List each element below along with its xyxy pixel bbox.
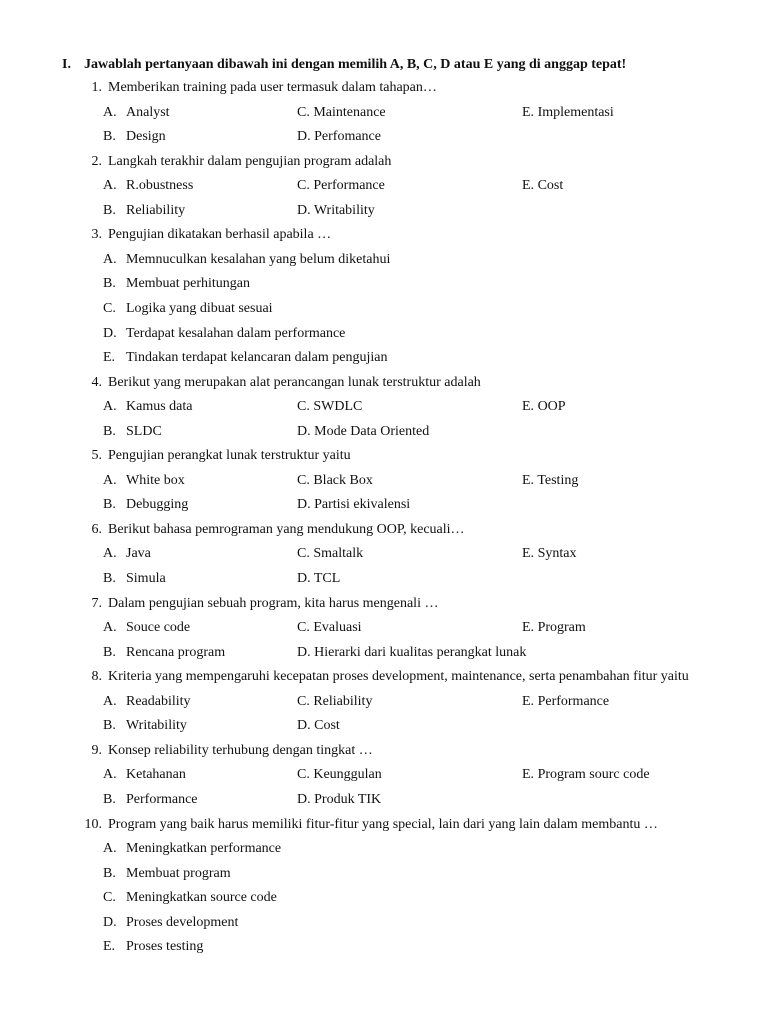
option-letter: B.	[103, 571, 116, 586]
option-letter: B.	[103, 497, 116, 513]
section-number: I.	[62, 57, 71, 72]
option-c	[297, 397, 362, 417]
option-d	[297, 569, 340, 589]
option-d	[297, 201, 375, 221]
option-text: Evaluasi	[313, 620, 362, 636]
option-text: Implementasi	[537, 104, 614, 120]
option-a	[103, 176, 193, 196]
option-text: TCL	[313, 571, 341, 586]
option-text: R.obustness	[126, 178, 194, 194]
option-letter: C.	[297, 620, 310, 636]
option-text: Readability	[126, 693, 191, 709]
option-letter: C.	[297, 178, 310, 194]
option-d	[297, 643, 526, 663]
option-text: Souce code	[126, 620, 191, 636]
option-b	[103, 864, 231, 884]
question-text: Kriteria yang mempengaruhi kecepatan proses development, maintenance, serta penambahan fitur yaitu	[108, 669, 689, 685]
option-e	[522, 765, 650, 785]
question-text: Konsep reliability terhubung dengan tingkat …	[108, 742, 373, 758]
option-letter: E.	[522, 620, 535, 636]
question-number: 1.	[91, 80, 102, 95]
question-text: Program yang baik harus memiliki fitur-fitur yang special, lain dari yang lain dalam membantu …	[108, 816, 658, 832]
option-d	[297, 716, 340, 736]
option-letter: E.	[522, 693, 535, 709]
option-text: Black Box	[313, 472, 373, 488]
option-text: Simula	[126, 571, 166, 586]
option-text: Reliability	[126, 202, 186, 218]
option-letter: A.	[103, 767, 117, 783]
option-letter: D.	[297, 497, 311, 513]
option-text: Reliability	[313, 693, 373, 709]
option-letter: B.	[103, 718, 116, 734]
question-text: Langkah terakhir dalam pengujian program adalah	[108, 153, 392, 169]
question-number: 5.	[91, 448, 102, 464]
option-text: Writability	[126, 718, 187, 734]
option-letter: C.	[297, 399, 310, 415]
option-text: White box	[126, 472, 185, 488]
option-letter: D.	[297, 129, 311, 145]
option-text: Tindakan terdapat kelancaran dalam pengujian	[126, 350, 388, 366]
option-text: Ketahanan	[126, 767, 186, 783]
option-a	[103, 103, 170, 123]
option-text: Syntax	[537, 546, 577, 562]
option-a	[103, 471, 185, 491]
option-text: Design	[126, 129, 166, 145]
option-text: OOP	[537, 399, 566, 415]
option-e	[522, 397, 566, 417]
option-text: Mode Data Oriented	[314, 423, 430, 439]
option-letter: A.	[103, 399, 117, 415]
option-d	[103, 324, 345, 344]
option-text: Program sourc code	[537, 767, 650, 783]
option-letter: B.	[103, 202, 116, 218]
option-text: Proses testing	[126, 939, 204, 955]
option-text: Smaltalk	[313, 546, 364, 562]
option-b	[103, 790, 198, 810]
question-text: Berikut bahasa pemrograman yang mendukung OOP, kecuali…	[108, 521, 465, 537]
question-number: 4.	[91, 374, 102, 390]
option-letter: A.	[103, 546, 117, 562]
option-letter: A.	[103, 841, 117, 857]
option-b	[103, 422, 162, 442]
option-letter: E.	[103, 939, 116, 955]
option-text: Program	[537, 620, 586, 636]
option-text: Rencana program	[126, 644, 226, 660]
option-e	[522, 471, 578, 491]
option-text: Performance	[126, 791, 198, 807]
option-a	[103, 839, 281, 859]
option-letter: B.	[103, 644, 116, 660]
question-number: 10.	[84, 816, 102, 832]
option-text: Keunggulan	[313, 767, 382, 783]
option-letter: A.	[103, 178, 117, 194]
section-heading	[62, 55, 626, 75]
option-text: Java	[126, 546, 151, 562]
section-instruction: Jawablah pertanyaan dibawah ini dengan memilih A, B, C, D atau E yang di anggap tepat!	[84, 57, 627, 72]
option-e	[522, 176, 563, 196]
option-text: Meningkatkan source code	[126, 890, 277, 906]
option-d	[297, 790, 381, 810]
option-letter: C.	[297, 767, 310, 783]
option-text: Analyst	[126, 104, 170, 120]
option-text: Debugging	[126, 497, 189, 513]
option-c	[297, 765, 382, 785]
option-text: Cost	[537, 178, 564, 194]
question-number: 3.	[91, 227, 102, 243]
option-c	[103, 888, 277, 908]
option-letter: E.	[522, 767, 535, 783]
option-letter: D.	[297, 202, 311, 218]
option-text: Membuat program	[126, 865, 231, 881]
option-e	[522, 103, 614, 123]
option-letter: B.	[103, 423, 116, 439]
option-letter: C.	[297, 104, 310, 120]
option-c	[297, 544, 363, 564]
option-letter: C.	[297, 472, 310, 488]
option-e	[522, 692, 609, 712]
option-d	[297, 127, 381, 147]
option-b	[103, 716, 187, 736]
option-letter: D.	[103, 325, 117, 341]
option-letter: B.	[103, 865, 116, 881]
option-letter: E.	[522, 546, 535, 562]
option-e	[103, 348, 388, 368]
option-letter: C.	[103, 890, 116, 906]
option-letter: E.	[522, 399, 535, 415]
option-text: Cost	[314, 718, 340, 734]
option-text: Produk TIK	[314, 791, 382, 807]
option-letter: B.	[103, 276, 116, 292]
option-text: Membuat perhitungan	[126, 276, 251, 292]
option-letter: D.	[297, 791, 311, 807]
option-e	[522, 544, 576, 564]
option-b	[103, 569, 166, 589]
option-text: Meningkatkan performance	[126, 841, 282, 857]
option-letter: E.	[103, 350, 116, 366]
option-a	[103, 765, 186, 785]
option-letter: C.	[297, 693, 310, 709]
option-a	[103, 618, 190, 638]
question-text: Dalam pengujian sebuah program, kita harus mengenali …	[108, 595, 439, 611]
option-text: Partisi ekivalensi	[314, 497, 411, 513]
question-number: 8.	[91, 669, 102, 685]
question-text: Berikut yang merupakan alat perancangan lunak terstruktur adalah	[108, 374, 481, 390]
option-text: Kamus data	[126, 399, 193, 415]
option-e	[522, 618, 586, 638]
option-text: Memnuculkan kesalahan yang belum diketahui	[126, 251, 391, 267]
option-c	[297, 176, 385, 196]
option-letter: E.	[522, 178, 535, 194]
option-a	[103, 544, 151, 564]
option-b	[103, 127, 166, 147]
option-d	[297, 495, 410, 515]
option-text: Testing	[537, 472, 579, 488]
option-text: SWDLC	[313, 399, 363, 415]
option-letter: E.	[522, 472, 535, 488]
option-a	[103, 397, 192, 417]
question-text: Memberikan training pada user termasuk dalam tahapan…	[108, 80, 437, 95]
option-letter: A.	[103, 104, 117, 120]
option-e	[103, 937, 203, 957]
option-a	[103, 250, 390, 270]
question-number: 9.	[91, 742, 102, 758]
option-d	[103, 913, 238, 933]
option-letter: D.	[103, 914, 117, 930]
option-c	[297, 471, 373, 491]
option-c	[297, 103, 386, 123]
option-letter: C.	[297, 546, 310, 562]
option-text: Performance	[537, 693, 610, 709]
option-d	[297, 422, 429, 442]
option-letter: A.	[103, 620, 117, 636]
option-c	[103, 299, 273, 319]
option-letter: B.	[103, 791, 116, 807]
question-text: Pengujian perangkat lunak terstruktur yaitu	[108, 448, 351, 464]
question-number: 6.	[91, 521, 102, 537]
option-letter: D.	[297, 718, 311, 734]
option-b	[103, 495, 188, 515]
question-text: Pengujian dikatakan berhasil apabila …	[108, 227, 332, 243]
option-text: Proses development	[126, 914, 239, 930]
option-letter: C.	[103, 300, 116, 316]
option-letter: D.	[297, 571, 311, 586]
option-text: SLDC	[126, 423, 162, 439]
option-letter: A.	[103, 693, 117, 709]
option-text: Maintenance	[313, 104, 386, 120]
option-letter: D.	[297, 644, 311, 660]
option-letter: D.	[297, 423, 311, 439]
option-text: Perfomance	[314, 129, 381, 145]
question-number: 2.	[91, 153, 102, 169]
question-number: 7.	[91, 595, 102, 611]
option-letter: A.	[103, 251, 117, 267]
option-letter: B.	[103, 129, 116, 145]
option-letter: A.	[103, 472, 117, 488]
option-b	[103, 643, 225, 663]
option-text: Performance	[313, 178, 385, 194]
option-letter: E.	[522, 104, 535, 120]
option-a	[103, 692, 191, 712]
option-text: Logika yang dibuat sesuai	[126, 300, 273, 316]
option-c	[297, 692, 372, 712]
option-text: Writability	[313, 202, 375, 218]
option-text: Terdapat kesalahan dalam performance	[126, 325, 346, 341]
option-text: Hierarki dari kualitas perangkat lunak	[314, 644, 527, 660]
option-b	[103, 274, 250, 294]
option-c	[297, 618, 362, 638]
option-b	[103, 201, 185, 221]
